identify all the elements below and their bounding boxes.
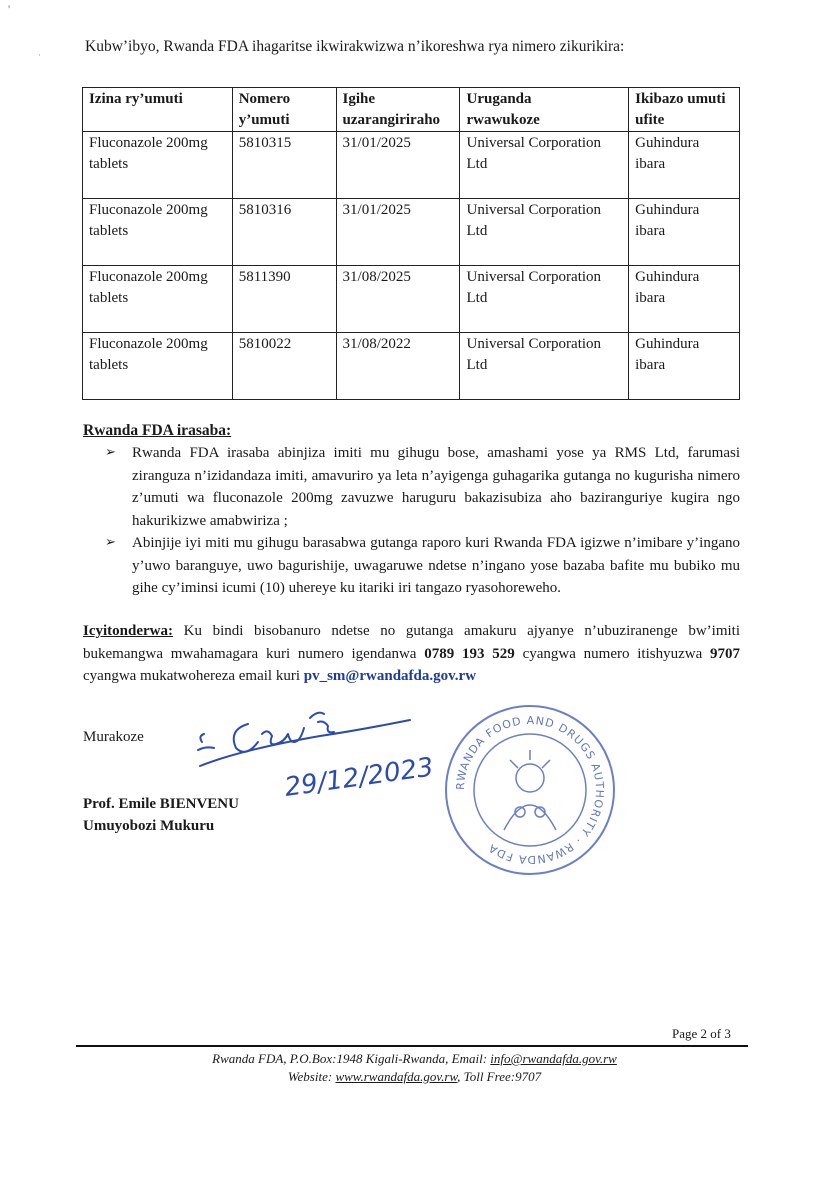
requests-heading: Rwanda FDA irasaba: xyxy=(83,422,232,439)
request-text: Rwanda FDA irasaba abinjiza imiti mu gihugu bose, amashami yose ya RMS Ltd, farumasi ziranguza n’izidandaza imiti, amavuriro ya leta n’ayigenga guhagarika gutanga no kugurisha nimero z’umuti wa fluconazole 200mg zavuzwe haruguru bakazisubiza aho baziranguriye kugira ngo hakurikizwe amabwiriza ; xyxy=(132,445,740,529)
closing-text: Murakoze xyxy=(83,729,144,745)
note-label: Icyitonderwa: xyxy=(83,623,173,639)
cell-product-name: Fluconazole 200mg tablets xyxy=(83,266,233,333)
cell-manufacturer: Universal Corporation Ltd xyxy=(460,266,629,333)
arrow-bullet-icon: ➢ xyxy=(105,535,116,550)
requests-list xyxy=(105,442,740,600)
header-cell-manufacturer: Uruganda rwawukoze xyxy=(460,88,629,132)
cell-expiry-date: 31/08/2022 xyxy=(336,333,460,400)
header-cell-product-name: Izina ry’umuti xyxy=(83,88,233,132)
footer-email-link[interactable]: info@rwandafda.gov.rw xyxy=(490,1051,617,1066)
arrow-bullet-icon: ➢ xyxy=(105,445,116,460)
footer-divider xyxy=(76,1045,748,1047)
table-row xyxy=(83,333,740,400)
footer-line-web: Website: www.rwandafda.gov.rw, Toll Free:9707 xyxy=(287,1069,542,1084)
cell-batch-number: 5810022 xyxy=(232,333,336,400)
table-row xyxy=(83,132,740,199)
cell-expiry-date: 31/01/2025 xyxy=(336,132,460,199)
scan-mark: ' xyxy=(8,2,11,16)
cell-batch-number: 5810316 xyxy=(232,199,336,266)
scan-dot: · xyxy=(38,50,41,60)
footer-website-link[interactable]: www.rwandafda.gov.rw xyxy=(335,1069,458,1084)
cell-product-name: Fluconazole 200mg tablets xyxy=(83,132,233,199)
email-address: pv_sm@rwandafda.gov.rw xyxy=(303,668,477,684)
header-cell-issue: Ikibazo umuti ufite xyxy=(629,88,740,132)
cell-issue: Guhindura ibara xyxy=(629,132,740,199)
phone-number: 0789 193 529 xyxy=(424,645,515,662)
official-stamp xyxy=(440,700,620,880)
note-text: Ku bindi bisobanuro ndetse no gutanga amakuru ajyanye n’ubuziranenge bw’imiti bukemangwa mwahamagara kuri numero igendanwa xyxy=(83,623,740,662)
table-row xyxy=(83,199,740,266)
table-header-row xyxy=(83,88,740,132)
cell-batch-number: 5810315 xyxy=(232,132,336,199)
table-row xyxy=(83,266,740,333)
note-paragraph xyxy=(83,620,740,688)
cell-batch-number: 5811390 xyxy=(232,266,336,333)
cell-issue: Guhindura ibara xyxy=(629,199,740,266)
header-cell-expiry-date: Igihe uzarangiriraho xyxy=(336,88,460,132)
cell-issue: Guhindura ibara xyxy=(629,333,740,400)
request-text: Abinjije iyi miti mu gihugu barasabwa gutanga raporo kuri Rwanda FDA igizwe n’imibare y’ingano y’uwo baranguye, uwo bagurishije, uwagaruwe ndetse n’ingano yose bazaba bafite mu bubiko mu gihe cy’iminsi icumi (10) uhereye ku itariki iri tangazo ryasohoreweho. xyxy=(132,535,740,596)
note-text: cyangwa mukatwohereza email kuri xyxy=(83,668,304,684)
footer-line-contact: Rwanda FDA, P.O.Box:1948 Kigali-Rwanda, Email: info@rwandafda.gov.rw xyxy=(212,1051,617,1066)
toll-free-number: 9707 xyxy=(710,645,740,662)
list-item xyxy=(105,442,740,532)
cell-expiry-date: 31/08/2025 xyxy=(336,266,460,333)
note-text: cyangwa numero itishyuzwa xyxy=(514,645,710,662)
cell-issue: Guhindura ibara xyxy=(629,266,740,333)
cell-product-name: Fluconazole 200mg tablets xyxy=(83,199,233,266)
cell-manufacturer: Universal Corporation Ltd xyxy=(460,132,629,199)
stamp-text: RWANDA FOOD AND DRUGS AUTHORITY · RWANDA FDA xyxy=(453,713,607,867)
cell-manufacturer: Universal Corporation Ltd xyxy=(460,199,629,266)
signatory-title: Umuyobozi Mukuru xyxy=(83,818,215,834)
cell-product-name: Fluconazole 200mg tablets xyxy=(83,333,233,400)
signatory-block xyxy=(83,793,239,837)
page-number: Page 2 of 3 xyxy=(672,1026,731,1041)
signatory-name: Prof. Emile BIENVENU xyxy=(83,796,239,812)
list-item xyxy=(105,532,740,600)
intro-paragraph: Kubw’ibyo, Rwanda FDA ihagaritse ikwirakwizwa n’ikoreshwa rya nimero zikurikira: xyxy=(85,38,625,55)
svg-text:RWANDA FOOD AND DRUGS AUTHORIT xyxy=(454,714,606,866)
recall-table xyxy=(82,87,740,400)
cell-expiry-date: 31/01/2025 xyxy=(336,199,460,266)
signature-date: 29/12/2023 xyxy=(282,752,436,803)
header-cell-batch-number: Nomero y’umuti xyxy=(232,88,336,132)
page-footer xyxy=(0,1050,829,1086)
cell-manufacturer: Universal Corporation Ltd xyxy=(460,333,629,400)
